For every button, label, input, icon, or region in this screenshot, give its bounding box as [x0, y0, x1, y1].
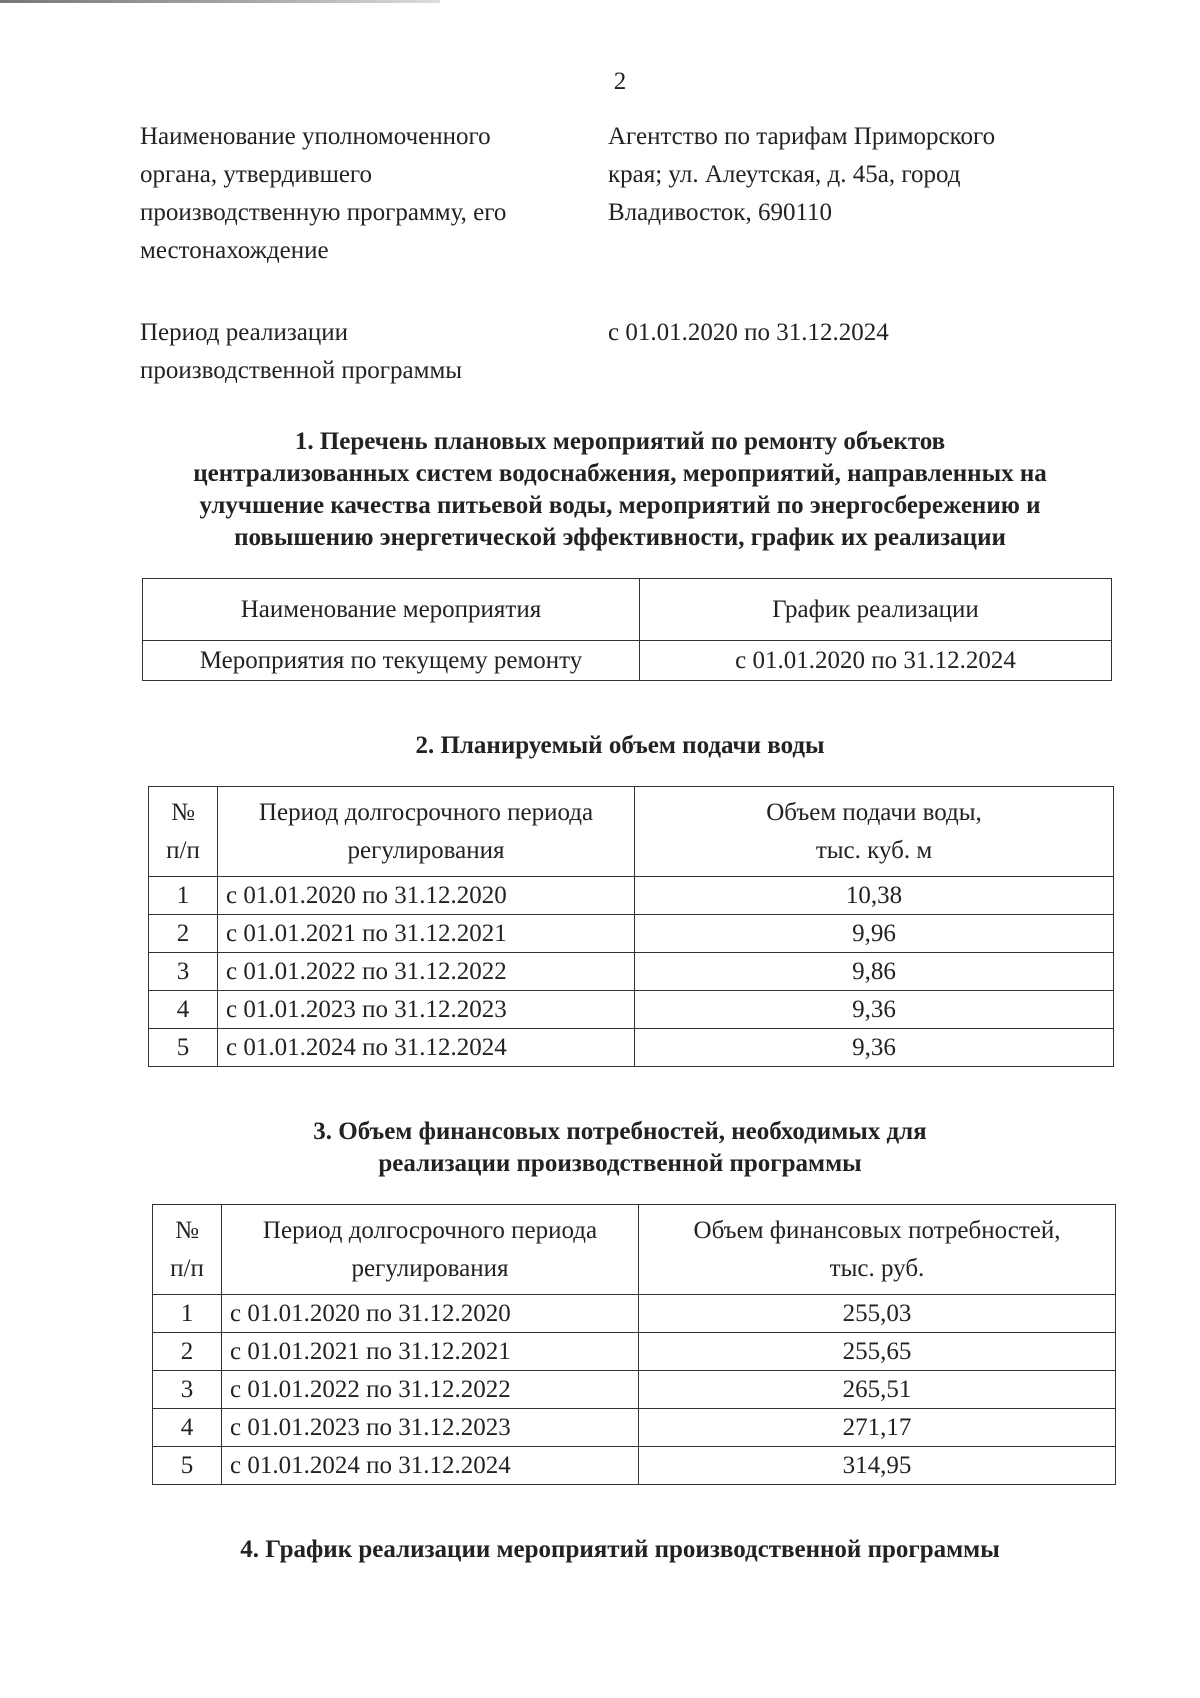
table-row	[149, 915, 1114, 953]
header-line: п/п	[166, 836, 200, 864]
heading-line: 4. График реализации мероприятий производственной программы	[240, 1536, 1000, 1563]
row-value: 255,65	[639, 1333, 1116, 1371]
table-row	[149, 991, 1114, 1029]
table-row	[153, 1371, 1116, 1409]
info-label	[140, 118, 580, 270]
heading-line: улучшение качества питьевой воды, мероприятий по энергосбережению и	[199, 492, 1041, 519]
header-cell: График реализации	[640, 579, 1112, 641]
row-number: 4	[153, 1409, 222, 1447]
header-line: Период долгосрочного периода	[258, 798, 594, 826]
row-value: 9,96	[635, 915, 1114, 953]
page-number: 2	[613, 68, 627, 95]
info-value-line: Владивосток, 690110	[608, 199, 833, 226]
info-value-line: с 01.01.2020 по 31.12.2024	[608, 319, 889, 346]
row-value: 9,36	[635, 1029, 1114, 1067]
row-value: 314,95	[639, 1447, 1116, 1485]
table-row	[149, 1029, 1114, 1067]
row-period: с 01.01.2023 по 31.12.2023	[222, 1409, 639, 1447]
header-line: Объем подачи воды,	[766, 798, 982, 826]
row-period: с 01.01.2020 по 31.12.2020	[222, 1295, 639, 1333]
row-number: 1	[153, 1295, 222, 1333]
row-period: с 01.01.2021 по 31.12.2021	[218, 915, 635, 953]
header-line: Объем финансовых потребностей,	[693, 1216, 1061, 1244]
heading-line: 2. Планируемый объем подачи воды	[415, 732, 825, 759]
scan-edge-line	[0, 0, 440, 3]
row-value: 9,36	[635, 991, 1114, 1029]
info-label-line: Период реализации	[140, 319, 348, 346]
heading-line: централизованных систем водоснабжения, мероприятий, направленных на	[193, 460, 1047, 487]
header-cell-number	[149, 787, 218, 877]
info-value-line: края; ул. Алеутская, д. 45а, город	[608, 161, 961, 188]
info-value	[608, 314, 1108, 352]
row-number: 5	[153, 1447, 222, 1485]
table-row	[153, 1333, 1116, 1371]
info-label-line: производственную программу, его	[140, 199, 507, 226]
header-cell-number	[153, 1205, 222, 1295]
header-cell-period	[218, 787, 635, 877]
header-line: тыс. куб. м	[815, 836, 933, 864]
section2-table	[148, 786, 1114, 1067]
heading-line: реализации производственной программы	[378, 1150, 862, 1177]
row-period: с 01.01.2023 по 31.12.2023	[218, 991, 635, 1029]
table-cell: с 01.01.2020 по 31.12.2024	[640, 641, 1112, 681]
table-header-row	[153, 1205, 1116, 1295]
row-period: с 01.01.2024 по 31.12.2024	[222, 1447, 639, 1485]
header-line: Период долгосрочного периода	[262, 1216, 598, 1244]
table-row	[149, 877, 1114, 915]
row-value: 10,38	[635, 877, 1114, 915]
row-number: 3	[149, 953, 218, 991]
info-label-line: Наименование уполномоченного	[140, 123, 491, 150]
table-row	[153, 1295, 1116, 1333]
info-value	[608, 118, 1108, 232]
section3-heading	[120, 1116, 1120, 1180]
header-line: тыс. руб.	[829, 1254, 925, 1282]
row-number: 4	[149, 991, 218, 1029]
table-row	[153, 1447, 1116, 1485]
row-number: 2	[153, 1333, 222, 1371]
row-period: с 01.01.2024 по 31.12.2024	[218, 1029, 635, 1067]
section3-table	[152, 1204, 1116, 1485]
header-cell-volume	[635, 787, 1114, 877]
info-label-line: местонахождение	[140, 237, 329, 264]
row-period: с 01.01.2022 по 31.12.2022	[222, 1371, 639, 1409]
header-cell-period	[222, 1205, 639, 1295]
section4-heading	[120, 1534, 1120, 1566]
row-period: с 01.01.2021 по 31.12.2021	[222, 1333, 639, 1371]
heading-line: повышению энергетической эффективности, график их реализации	[234, 524, 1006, 551]
table-header-row	[143, 579, 1112, 641]
row-value: 9,86	[635, 953, 1114, 991]
header-line: регулирования	[351, 1254, 509, 1282]
header-cell: Наименование мероприятия	[143, 579, 640, 641]
heading-line: 1. Перечень плановых мероприятий по ремонту объектов	[294, 428, 946, 455]
header-line: п/п	[170, 1254, 204, 1282]
row-period: с 01.01.2022 по 31.12.2022	[218, 953, 635, 991]
row-number: 5	[149, 1029, 218, 1067]
row-number: 3	[153, 1371, 222, 1409]
table-cell: Мероприятия по текущему ремонту	[143, 641, 640, 681]
table-row	[153, 1409, 1116, 1447]
table-row	[143, 641, 1112, 681]
section1-heading	[120, 426, 1120, 554]
table-header-row	[149, 787, 1114, 877]
header-line: №	[171, 798, 195, 826]
header-cell-finance	[639, 1205, 1116, 1295]
info-label-line: производственной программы	[140, 357, 463, 384]
section2-heading	[120, 730, 1120, 762]
row-number: 2	[149, 915, 218, 953]
row-period: с 01.01.2020 по 31.12.2020	[218, 877, 635, 915]
header-line: №	[175, 1216, 199, 1244]
info-label	[140, 314, 580, 390]
section1-table	[142, 578, 1112, 681]
row-number: 1	[149, 877, 218, 915]
row-value: 271,17	[639, 1409, 1116, 1447]
table-row	[149, 953, 1114, 991]
header-line: регулирования	[347, 836, 505, 864]
info-value-line: Агентство по тарифам Приморского	[608, 123, 996, 150]
heading-line: 3. Объем финансовых потребностей, необходимых для	[313, 1118, 927, 1145]
row-value: 265,51	[639, 1371, 1116, 1409]
info-label-line: органа, утвердившего	[140, 161, 373, 188]
row-value: 255,03	[639, 1295, 1116, 1333]
